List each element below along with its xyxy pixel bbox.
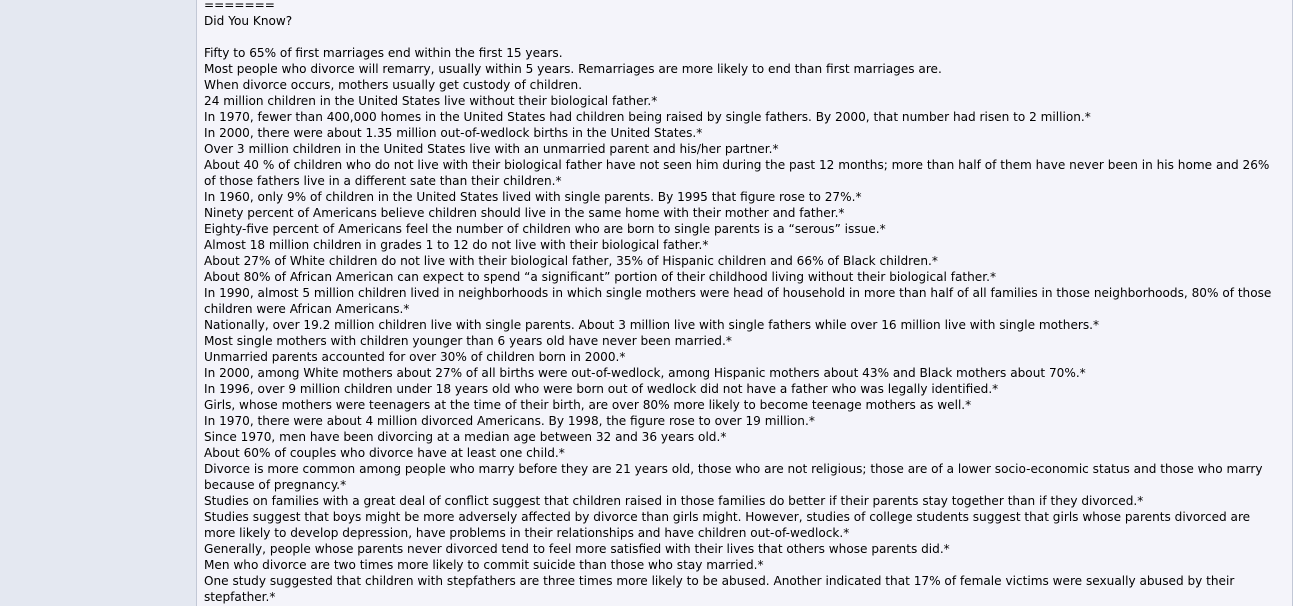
fact-line: Girls, whose mothers were teenagers at the time of their birth, are over 80% more likely to become teenage mothers as well.* [204, 398, 972, 412]
fact-line: Over 3 million children in the United States live with an unmarried parent and his/her partner.* [204, 142, 779, 156]
post-heading: Did You Know? [204, 14, 293, 28]
fact-line: In 1960, only 9% of children in the United States lived with single parents. By 1995 that figure rose to 27%.* [204, 190, 862, 204]
fact-line: Unmarried parents accounted for over 30% of children born in 2000.* [204, 350, 626, 364]
fact-line: When divorce occurs, mothers usually get custody of children. [204, 78, 583, 92]
blank-line [204, 29, 1284, 45]
fact-line: Studies suggest that boys might be more adversely affected by divorce than girls might. However, studies of college students suggest that girls whose parents divorced are more likely to develop depression, have problems in their relationships and have children out-of-wedlock.* [204, 510, 1251, 540]
fact-line: In 2000, there were about 1.35 million out-of-wedlock births in the United States.* [204, 126, 703, 140]
separator-line: ======= [204, 0, 275, 12]
fact-line: 24 million children in the United States live without their biological father.* [204, 94, 658, 108]
fact-line: Generally, people whose parents never divorced tend to feel more satisfied with their lives that others whose parents did.* [204, 542, 950, 556]
fact-line: In 1990, almost 5 million children lived in neighborhoods in which single mothers were head of household in more than half of all families in those neighborhoods, 80% of those children were African Americans.* [204, 286, 1272, 316]
fact-line: In 2000, among White mothers about 27% of all births were out-of-wedlock, among Hispanic mothers about 43% and Black mothers about 70%.* [204, 366, 1086, 380]
fact-line: In 1970, there were about 4 million divorced Americans. By 1998, the figure rose to over 19 million.* [204, 414, 815, 428]
fact-line: Almost 18 million children in grades 1 to 12 do not live with their biological father.* [204, 238, 709, 252]
fact-line: Most people who divorce will remarry, usually within 5 years. Remarriages are more likely to end than first marriages are. [204, 62, 942, 76]
post-author-column [0, 0, 197, 606]
fact-line: Since 1970, men have been divorcing at a median age between 32 and 36 years old.* [204, 430, 727, 444]
fact-line: Studies on families with a great deal of conflict suggest that children raised in those families do better if their parents stay together than if they divorced.* [204, 494, 1144, 508]
fact-line: In 1970, fewer than 400,000 homes in the United States had children being raised by single fathers. By 2000, that number had risen to 2 million.* [204, 110, 1091, 124]
post-content-area [197, 0, 1293, 606]
fact-line: About 60% of couples who divorce have at least one child.* [204, 446, 565, 460]
post-body [204, 0, 1284, 605]
fact-line: Most single mothers with children younger than 6 years old have never been married.* [204, 334, 732, 348]
fact-line: About 80% of African American can expect to spend “a significant” portion of their childhood living without their biological father.* [204, 270, 996, 284]
fact-line: One study suggested that children with stepfathers are three times more likely to be abused. Another indicated that 17% of female victims were sexually abused by their stepfather.* [204, 574, 1235, 604]
fact-line: Men who divorce are two times more likely to commit suicide than those who stay married.* [204, 558, 764, 572]
fact-line: Eighty-five percent of Americans feel the number of children who are born to single parents is a “serous” issue.* [204, 222, 886, 236]
fact-line: About 40 % of children who do not live with their biological father have not seen him during the past 12 months; more than half of them have never been in his home and 26% of those fathers live in a different sate than their children.* [204, 158, 1270, 188]
facts-list [204, 45, 1284, 605]
fact-line: In 1996, over 9 million children under 18 years old who were born out of wedlock did not have a father who was legally identified.* [204, 382, 999, 396]
fact-line: About 27% of White children do not live with their biological father, 35% of Hispanic children and 66% of Black children.* [204, 254, 938, 268]
fact-line: Divorce is more common among people who marry before they are 21 years old, those who are not religious; those are of a lower socio-economic status and those who marry because of pregnancy.* [204, 462, 1263, 492]
fact-line: Nationally, over 19.2 million children live with single parents. About 3 million live with single fathers while over 16 million live with single mothers.* [204, 318, 1100, 332]
fact-line: Fifty to 65% of first marriages end within the first 15 years. [204, 46, 563, 60]
fact-line: Ninety percent of Americans believe children should live in the same home with their mother and father.* [204, 206, 845, 220]
